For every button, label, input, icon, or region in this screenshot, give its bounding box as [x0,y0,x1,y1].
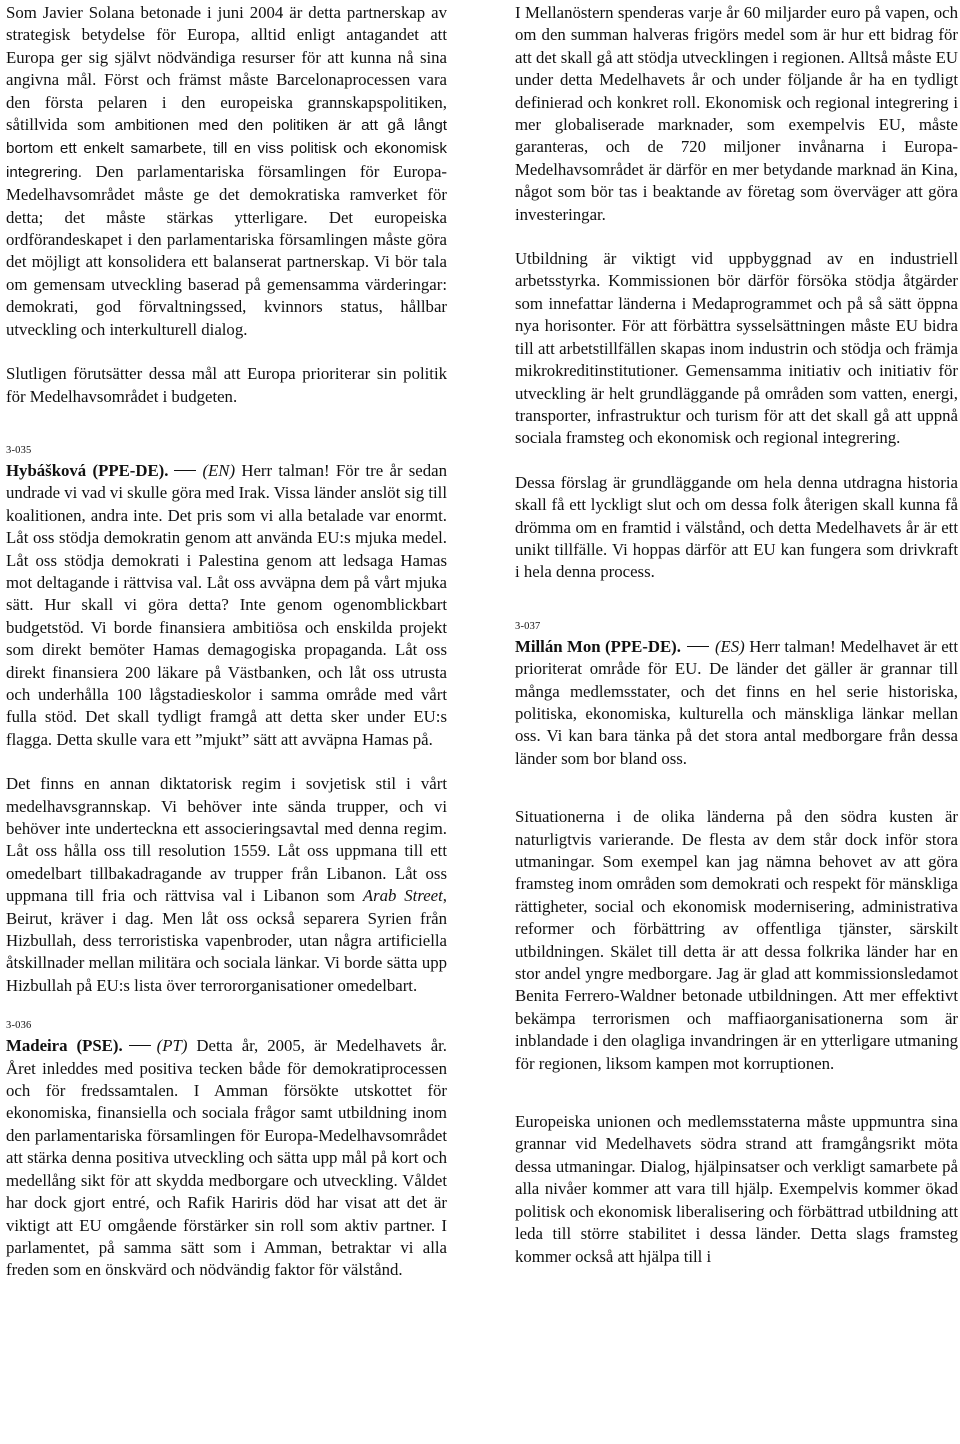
paragraph-budget: Slutligen förutsätter dessa mål att Europa prioriterar sin politik för Medelhavsområdet i budgeten. [6,364,447,406]
paragraph-syria-start: Det finns en annan diktatorisk regim i sovjetisk stil i vårt medelhavsgrannskap. Vi behöver inte sända trupper, och vi behöver inte underteckna ett associeringsavtal med denna regim. Låt oss hålla oss till resolution 1559. Låt oss uppmana till ett omedelbart tillbakadragande av trupper från Libanon. Låt oss uppmana till fria och rättvisa val i Libanon som [6,774,447,906]
paragraph-situations: Situationerna i de olika länderna på den södra kusten är naturligtvis varierande. De flesta av dem står dock inför stora utmaningar. Som exempel kan jag nämna behovet av att göra framsteg inom områden som demokrati och respekt för mänskliga rättigheter, social och ekonomisk modernisering, administrativa reformer och förbättring av offentliga tjänster, särskilt utbildningen. Skälet till detta är att dessa folkrika länder har en stor andel yngre medborgare. Jag är glad att kommissionsledamot Benita Ferrero-Waldner betonade utbildningen. Att mer effektivt bekämpa terrorismen och maffiaorganisationerna som är inblandade i den olagliga invandringen är en ytterligare utmaning för regionen, liksom kampen mot korruptionen. [515,807,958,1073]
paragraph-solana-end: Den parlamentariska församlingen för Europa-Medelhavsområdet måste ge det demokratiska ramverket för detta; det måste stärkas ytterligare. Det europeiska ordförandeskapet i den parlamentariska församlingen måste göra det möjligt att konsolidera ett balanserat partnerskap. Vi bör tala om gemensam utveckling baserad på gemensamma värderingar: demokrati, god förvaltningssed, kvinnors status, hållbar utveckling och interkulturell dialog. [6,161,447,339]
speech-text: Detta år, 2005, är Medelhavets år. Året inleddes med positiva tecken både för demokratiprocessen och för fredssamtalen. I Amman försökte utskottet för ekonomiska, finansiella och sociala frågor samt utbildning inom den parlamentariska församlingen för Europa-Medelhavsområdet att stärka denna positiva utveckling och sätta upp mål på kort och medellång sikt för att skydda medborgare och utveckling. Våldet har dock gjort entré, och Rafik Hariris död har visat att det är viktigt att EU omgående förstärker sin roll som aktiv partner. I parlamentet, på samma sätt som i Amman, betraktar vi alla freden som en önskvärd och nödvändig faktor för välstånd. [6,1036,447,1280]
paragraph-solana-start: Som Javier Solana betonade i juni 2004 är detta partnerskap av strategisk betydelse för Europa, alltid enligt antagandet att Europa ger sig självt nödvändiga resurser för att kunna nå sina angivna mål. [6,3,447,90]
language-tag: (PT) [156,1036,188,1056]
speech-hybaskova [6,460,447,751]
right-column [515,2,958,1268]
speech-number: 3-036 [6,1020,32,1032]
paragraph-syria [6,773,447,997]
speech-number: 3-037 [515,620,541,632]
paragraph-solana-mid: Först och främst måste Barcelonaprocessen vara den första pelaren i den europeiska grannskapspolitiken, såtillvida som [6,70,447,135]
speech-text: Herr talman! Medelhavet är ett prioriterat område för EU. De länder det gäller är grannar till många medlemsstater, och det finns en hel serie historiska, politiska, ekonomiska, kulturella och mänskliga länkar mellan oss. Vi kan bara tänka på det stora antal medborgare från dessa länder som bor bland oss. [515,636,958,768]
speaker-name: Madeira (PSE). [6,1036,123,1056]
language-tag: (ES) [714,636,745,656]
speaker-name: Hybášková (PPE-DE). [6,460,169,480]
speech-millan-mon [515,636,958,770]
paragraph-weapons: I Mellanöstern spenderas varje år 60 miljarder euro på vapen, och om den summan halveras frigörs medel som är hur ett bidrag för att det skall gå att stödja utvecklingen i regionen. Alltså måste EU under detta Medelhavets år och under följande år ha en tydligt definierad och konkret roll. Ekonomisk och regional integrering i mer globaliserade marknader, som exempelvis EU, måste garanteras, och de 720 miljoner invånarna i Europa-Medelhavsområdet är därför en mer betydande marknad än Kina, något som bör tas i beaktande av företag som överväger att göra investeringar. [515,3,958,224]
left-column [6,2,447,1282]
dash-separator [174,470,196,471]
paragraph-solana [6,2,447,341]
speech-text: Herr talman! För tre år sedan undrade vi vad vi skulle göra med Irak. Vissa länder anslöt sig till koalitionen, andra inte. Det pris som vi alla betalade var enormt. Låt oss stödja demokratin genom att använda EU:s mjuka medel. Låt oss stödja demokrati i Palestina genom att ledsaga Hamas mot deltagande i rättvisa val. Låt oss avväpna dem på vårt mjuka sätt. Hur skall vi göra detta? Inte genom ogenomblickbart budgetstöd. Vi borde finansiera ambitiösa och enskilda projekt som direkt bemöter Hamas demagogiska propaganda. Låt oss direkt finansiera 200 läkare på Västbanken, och låt oss utrusta och underhålla 100 lågstadieskolor i samma område med vårt fulla stöd. Det skall tydligt framgå att detta sker under EU:s flagga. Detta skulle vara ett ”mjukt” sätt att avväpna Hamas på. [6,460,447,749]
paragraph-eu-encouragement: Europeiska unionen och medlemsstaterna måste uppmuntra sina grannar vid Medelhavets södra strand att framgångsrikt möta dessa utmaningar. Dialog, hjälpinsatser och verkligt samarbete på alla nivåer kommer att vara till hjälp. Exempelvis kommer ökad politisk och ekonomisk liberalisering och förbättrad utbildning att leda till större stabilitet i dessa länder. Detta slags framsteg kommer också att hjälpa till i [515,1112,958,1266]
speaker-name: Millán Mon (PPE-DE). [515,636,681,656]
paragraph-syria-italic: Arab Street [362,886,443,906]
paragraph-proposals: Dessa förslag är grundläggande om hela denna utdragna historia skall få ett lyckligt slut och om dessa folk återigen skall kunna få drömma om en framtid i välstånd, och detta Medelhavets år är ett unikt tillfälle. Vi hoppas därför att EU kan fungera som drivkraft i hela denna process. [515,472,958,582]
dash-separator [129,1045,151,1046]
paragraph-solana-sans: ambitionen med den politiken är att gå långt bortom ett enkelt samarbete, till en viss politisk och ekonomisk integrering. [6,117,447,181]
speech-number: 3-035 [6,444,32,456]
dash-separator [687,646,709,647]
paragraph-education: Utbildning är viktigt vid uppbyggnad av en industriell arbetsstyrka. Kommissionen bör därför försöka stödja åtgärder som innefattar länderna i Medaprogrammet och på så sätt öppna nya horisonter. För att förbättra sysselsättningen måste EU bidra till att arbetstillfällen skapas inom industrin och stödja och främja mikrokreditinstitutioner. Gemensamma initiativ och initiativ för utveckling är helt grundläggande på områden som vatten, energi, transporter, infrastruktur och turism för att det skall gå att uppnå sociala framsteg och ekonomisk och regional integrering. [515,249,958,448]
language-tag: (EN) [202,460,236,480]
speech-madeira [6,1035,447,1281]
paragraph-syria-end: , Beirut, kräver i dag. Men låt oss också separera Syrien från Hizbullah, dess terroristiska vapenbroder, utan några artificiella åtskillnader mellan militära och sociala länkar. Vi borde sätta upp Hizbullah på EU:s lista över terrororganisationer omedelbart. [6,886,447,995]
